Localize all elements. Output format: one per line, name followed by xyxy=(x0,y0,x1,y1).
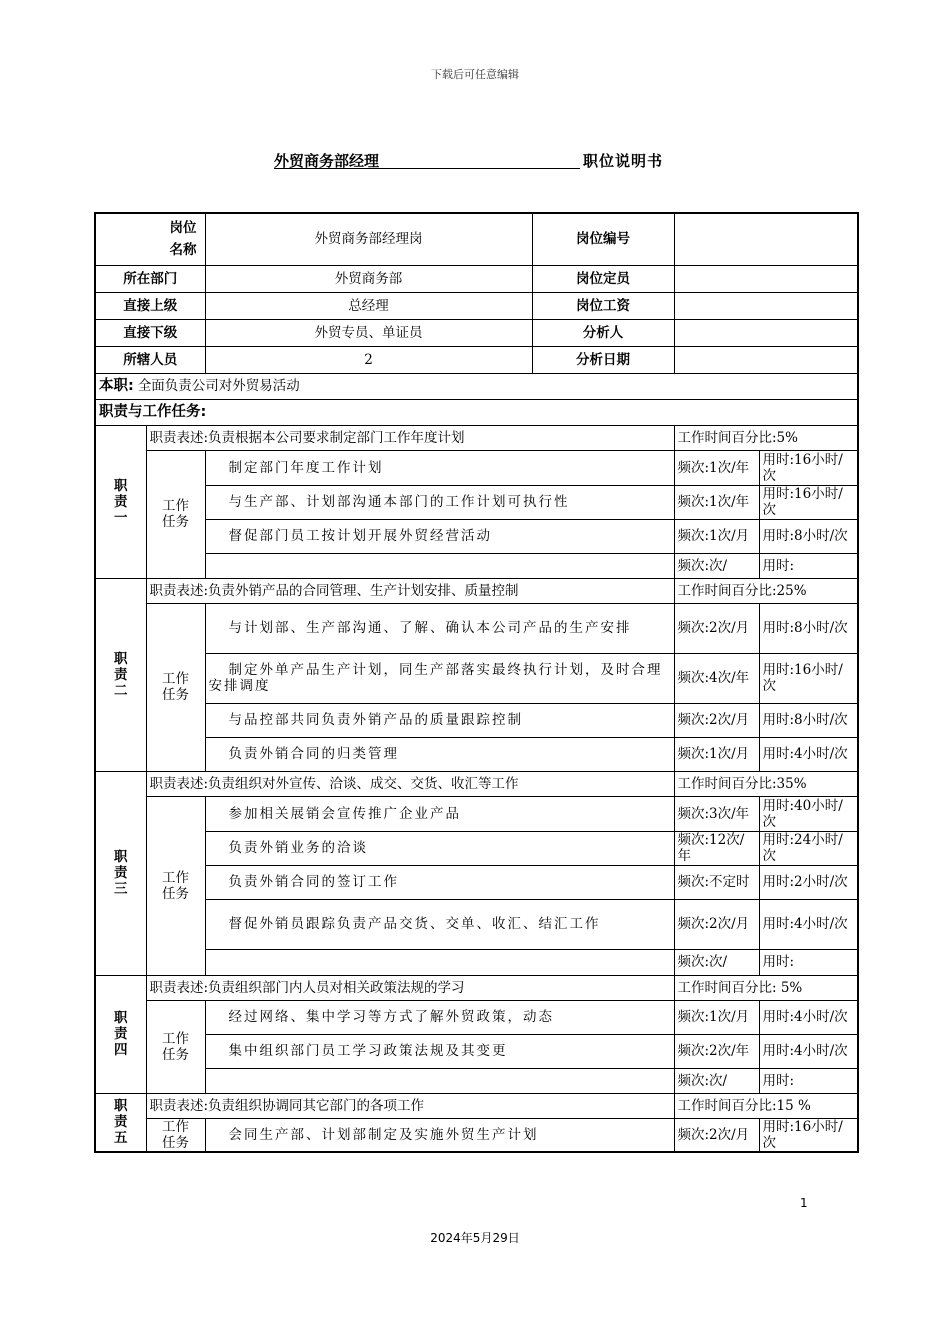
task-frequency: 频次:次/ xyxy=(674,553,759,578)
task-frequency: 频次:不定时 xyxy=(674,865,759,899)
task-label-line: 任务 xyxy=(162,885,189,902)
duty-title-char: 责 xyxy=(114,1114,128,1131)
info-label-2: 岗位编号 xyxy=(532,213,674,265)
task-row xyxy=(95,1034,858,1068)
duty-title-char: 五 xyxy=(114,1130,128,1147)
task-row xyxy=(95,949,858,975)
task-row xyxy=(95,653,858,703)
task-duration: 用时:4小时/次 xyxy=(759,899,858,949)
task-row xyxy=(95,450,858,485)
duties-heading-text: 职责与工作任务: xyxy=(99,404,207,420)
duty-title xyxy=(95,578,146,771)
info-label-2: 岗位定员 xyxy=(532,265,674,292)
info-row xyxy=(95,213,858,265)
duty-desc-row xyxy=(95,578,858,603)
task-frequency: 频次:1次/月 xyxy=(674,737,759,771)
duty-title-char: 责 xyxy=(114,493,128,510)
duties-heading xyxy=(95,399,858,425)
task-frequency: 频次:次/ xyxy=(674,949,759,975)
task-duration: 用时: xyxy=(759,1068,858,1093)
info-value: 总经理 xyxy=(205,292,532,319)
task-text xyxy=(205,450,674,485)
duty-desc-row xyxy=(95,975,858,1000)
task-text xyxy=(205,553,674,578)
duty-title-char: 职 xyxy=(114,1098,128,1115)
task-text-value: 集中组织部门员工学习政策法规及其变更 xyxy=(228,1043,508,1059)
task-frequency: 频次:1次/月 xyxy=(674,519,759,553)
task-duration: 用时:16小时/次 xyxy=(759,450,858,485)
title-position: 外贸商务部经理 xyxy=(274,152,380,170)
title-underline xyxy=(274,168,580,169)
task-frequency: 频次:2次/年 xyxy=(674,1034,759,1068)
task-text-value: 督促部门员工按计划开展外贸经营活动 xyxy=(228,528,492,544)
info-value: 外贸专员、单证员 xyxy=(205,319,532,346)
task-label xyxy=(146,450,205,578)
task-frequency: 频次:12次/年 xyxy=(674,831,759,865)
info-row xyxy=(95,346,858,373)
job-description-table xyxy=(94,212,859,1153)
task-frequency: 频次:2次/月 xyxy=(674,1118,759,1152)
info-label-2: 岗位工资 xyxy=(532,292,674,319)
task-label-line: 工作 xyxy=(162,671,189,687)
task-duration: 用时:4小时/次 xyxy=(759,1034,858,1068)
task-text-value: 负责外销合同的归类管理 xyxy=(228,746,399,762)
task-label xyxy=(146,1000,205,1093)
duty-title-char: 职 xyxy=(114,849,128,865)
task-duration: 用时:4小时/次 xyxy=(759,1000,858,1034)
duty-title-char: 一 xyxy=(114,509,128,526)
duty-title-char: 职 xyxy=(114,1010,128,1026)
task-label xyxy=(146,796,205,975)
task-text-value: 督促外销员跟踪负责产品交货、交单、收汇、结汇工作 xyxy=(228,916,601,932)
task-text xyxy=(205,865,674,899)
task-frequency: 频次:2次/月 xyxy=(674,703,759,737)
task-label-line: 任务 xyxy=(162,687,189,703)
task-label-line: 工作 xyxy=(162,1118,189,1135)
task-text xyxy=(205,1118,674,1152)
task-row xyxy=(95,796,858,831)
duty-time-percent: 工作时间百分比:15 % xyxy=(674,1093,858,1118)
task-duration: 用时:8小时/次 xyxy=(759,703,858,737)
info-row xyxy=(95,265,858,292)
task-text xyxy=(205,703,674,737)
task-label xyxy=(146,1118,205,1152)
page-number: 1 xyxy=(800,1196,808,1210)
task-frequency: 频次:4次/年 xyxy=(674,653,759,703)
task-duration: 用时:16小时/次 xyxy=(759,1118,858,1152)
task-text-value: 负责外销合同的签订工作 xyxy=(228,874,399,890)
task-label-line: 任务 xyxy=(162,1046,189,1063)
task-duration: 用时: xyxy=(759,553,858,578)
duty-title xyxy=(95,1093,146,1152)
footer-date: 2024年5月29日 xyxy=(430,1231,520,1245)
task-text-value: 与生产部、计划部沟通本部门的工作计划可执行性 xyxy=(228,494,570,510)
info-row xyxy=(95,292,858,319)
info-label: 直接上级 xyxy=(95,292,205,319)
task-text-value: 会同生产部、计划部制定及实施外贸生产计划 xyxy=(228,1126,539,1143)
duty-title-char: 责 xyxy=(114,1026,128,1042)
task-text-value: 制定部门年度工作计划 xyxy=(228,459,384,476)
task-text xyxy=(205,1000,674,1034)
task-duration: 用时:2小时/次 xyxy=(759,865,858,899)
info-value: 外贸商务部经理岗 xyxy=(205,213,532,265)
task-text xyxy=(205,949,674,975)
task-label-line: 工作 xyxy=(162,498,189,514)
duty-description: 职责表述:负责根据本公司要求制定部门工作年度计划 xyxy=(146,425,674,450)
task-text xyxy=(205,899,674,949)
duty-title-char: 责 xyxy=(114,666,128,683)
task-frequency: 频次:1次/年 xyxy=(674,450,759,485)
duty-title-char: 责 xyxy=(114,865,128,881)
task-row xyxy=(95,519,858,553)
info-value-2 xyxy=(674,292,858,319)
duty-desc-row xyxy=(95,425,858,450)
duty-description: 职责表述:负责组织部门内人员对相关政策法规的学习 xyxy=(146,975,674,1000)
duty-title xyxy=(95,975,146,1093)
task-duration: 用时:16小时/次 xyxy=(759,485,858,519)
info-label-line: 岗位 xyxy=(169,220,197,237)
task-duration: 用时:16小时/次 xyxy=(759,653,858,703)
benzhi-label: 本职: xyxy=(99,378,134,394)
info-value: 2 xyxy=(205,346,532,373)
task-text xyxy=(205,1068,674,1093)
benzhi-cell xyxy=(95,373,858,399)
duty-title-char: 三 xyxy=(114,881,128,897)
task-row xyxy=(95,703,858,737)
task-frequency: 频次:1次/月 xyxy=(674,1000,759,1034)
task-row xyxy=(95,1068,858,1093)
duty-title xyxy=(95,425,146,578)
info-label: 所辖人员 xyxy=(95,346,205,373)
task-label-line: 工作 xyxy=(162,869,189,886)
task-duration: 用时:4小时/次 xyxy=(759,737,858,771)
task-row xyxy=(95,899,858,949)
task-duration: 用时:40小时/次 xyxy=(759,796,858,831)
duty-title-char: 四 xyxy=(114,1042,128,1058)
duty-time-percent: 工作时间百分比:35% xyxy=(674,771,858,796)
task-frequency: 频次:次/ xyxy=(674,1068,759,1093)
header-note: 下载后可任意编辑 xyxy=(431,68,519,81)
task-text-value: 与计划部、生产部沟通、了解、确认本公司产品的生产安排 xyxy=(228,620,632,636)
task-duration: 用时: xyxy=(759,949,858,975)
duty-description: 职责表述:负责组织协调同其它部门的各项工作 xyxy=(146,1093,674,1118)
task-text-value: 制定外单产品生产计划，同生产部落实最终执行计划，及时合理安排调度 xyxy=(208,662,663,694)
info-value-2 xyxy=(674,346,858,373)
task-duration: 用时:8小时/次 xyxy=(759,603,858,653)
duty-title xyxy=(95,771,146,975)
task-text-value: 经过网络、集中学习等方式了解外贸政策，动态 xyxy=(228,1009,554,1025)
task-label xyxy=(146,603,205,771)
task-duration: 用时:8小时/次 xyxy=(759,519,858,553)
task-label-line: 工作 xyxy=(162,1030,189,1047)
task-text xyxy=(205,485,674,519)
task-row xyxy=(95,737,858,771)
task-row xyxy=(95,1118,858,1152)
benzhi-text: 全面负责公司对外贸易活动 xyxy=(137,378,300,394)
task-text xyxy=(205,603,674,653)
info-value-2 xyxy=(674,213,858,265)
info-value-2 xyxy=(674,265,858,292)
task-text xyxy=(205,737,674,771)
task-text xyxy=(205,831,674,865)
duty-description: 职责表述:负责组织对外宣传、洽谈、成交、交货、收汇等工作 xyxy=(146,771,674,796)
task-row xyxy=(95,1000,858,1034)
duty-desc-row xyxy=(95,771,858,796)
duty-title-char: 职 xyxy=(114,477,128,494)
info-label: 所在部门 xyxy=(95,265,205,292)
info-row xyxy=(95,319,858,346)
task-frequency: 频次:2次/月 xyxy=(674,603,759,653)
info-label-2: 分析日期 xyxy=(532,346,674,373)
task-text xyxy=(205,1034,674,1068)
task-duration: 用时:24小时/次 xyxy=(759,831,858,865)
info-label-2: 分析人 xyxy=(532,319,674,346)
duty-title-char: 二 xyxy=(114,682,128,699)
duty-time-percent: 工作时间百分比:5% xyxy=(674,425,858,450)
task-text xyxy=(205,653,674,703)
duty-desc-row xyxy=(95,1093,858,1118)
task-text xyxy=(205,519,674,553)
duty-time-percent: 工作时间百分比: 5% xyxy=(674,975,858,1000)
task-row xyxy=(95,603,858,653)
task-label-line: 任务 xyxy=(162,514,189,530)
task-text-value: 负责外销业务的洽谈 xyxy=(228,840,368,856)
info-label xyxy=(95,213,205,265)
duty-title-char: 职 xyxy=(114,650,128,667)
task-text-value: 参加相关展销会宣传推广企业产品 xyxy=(228,805,461,822)
info-value: 外贸商务部 xyxy=(205,265,532,292)
task-text-value: 与品控部共同负责外销产品的质量跟踪控制 xyxy=(228,712,523,728)
task-row xyxy=(95,865,858,899)
task-row xyxy=(95,553,858,578)
title-suffix: 职位说明书 xyxy=(583,152,664,170)
task-frequency: 频次:2次/月 xyxy=(674,899,759,949)
info-label-line: 名称 xyxy=(169,242,197,259)
task-label-line: 任务 xyxy=(162,1134,189,1151)
task-frequency: 频次:1次/年 xyxy=(674,485,759,519)
duty-description: 职责表述:负责外销产品的合同管理、生产计划安排、质量控制 xyxy=(146,578,674,603)
duties-heading-row xyxy=(95,399,858,425)
task-row xyxy=(95,831,858,865)
info-label: 直接下级 xyxy=(95,319,205,346)
info-value-2 xyxy=(674,319,858,346)
duty-time-percent: 工作时间百分比:25% xyxy=(674,578,858,603)
benzhi-row xyxy=(95,373,858,399)
task-text xyxy=(205,796,674,831)
task-frequency: 频次:3次/年 xyxy=(674,796,759,831)
task-row xyxy=(95,485,858,519)
